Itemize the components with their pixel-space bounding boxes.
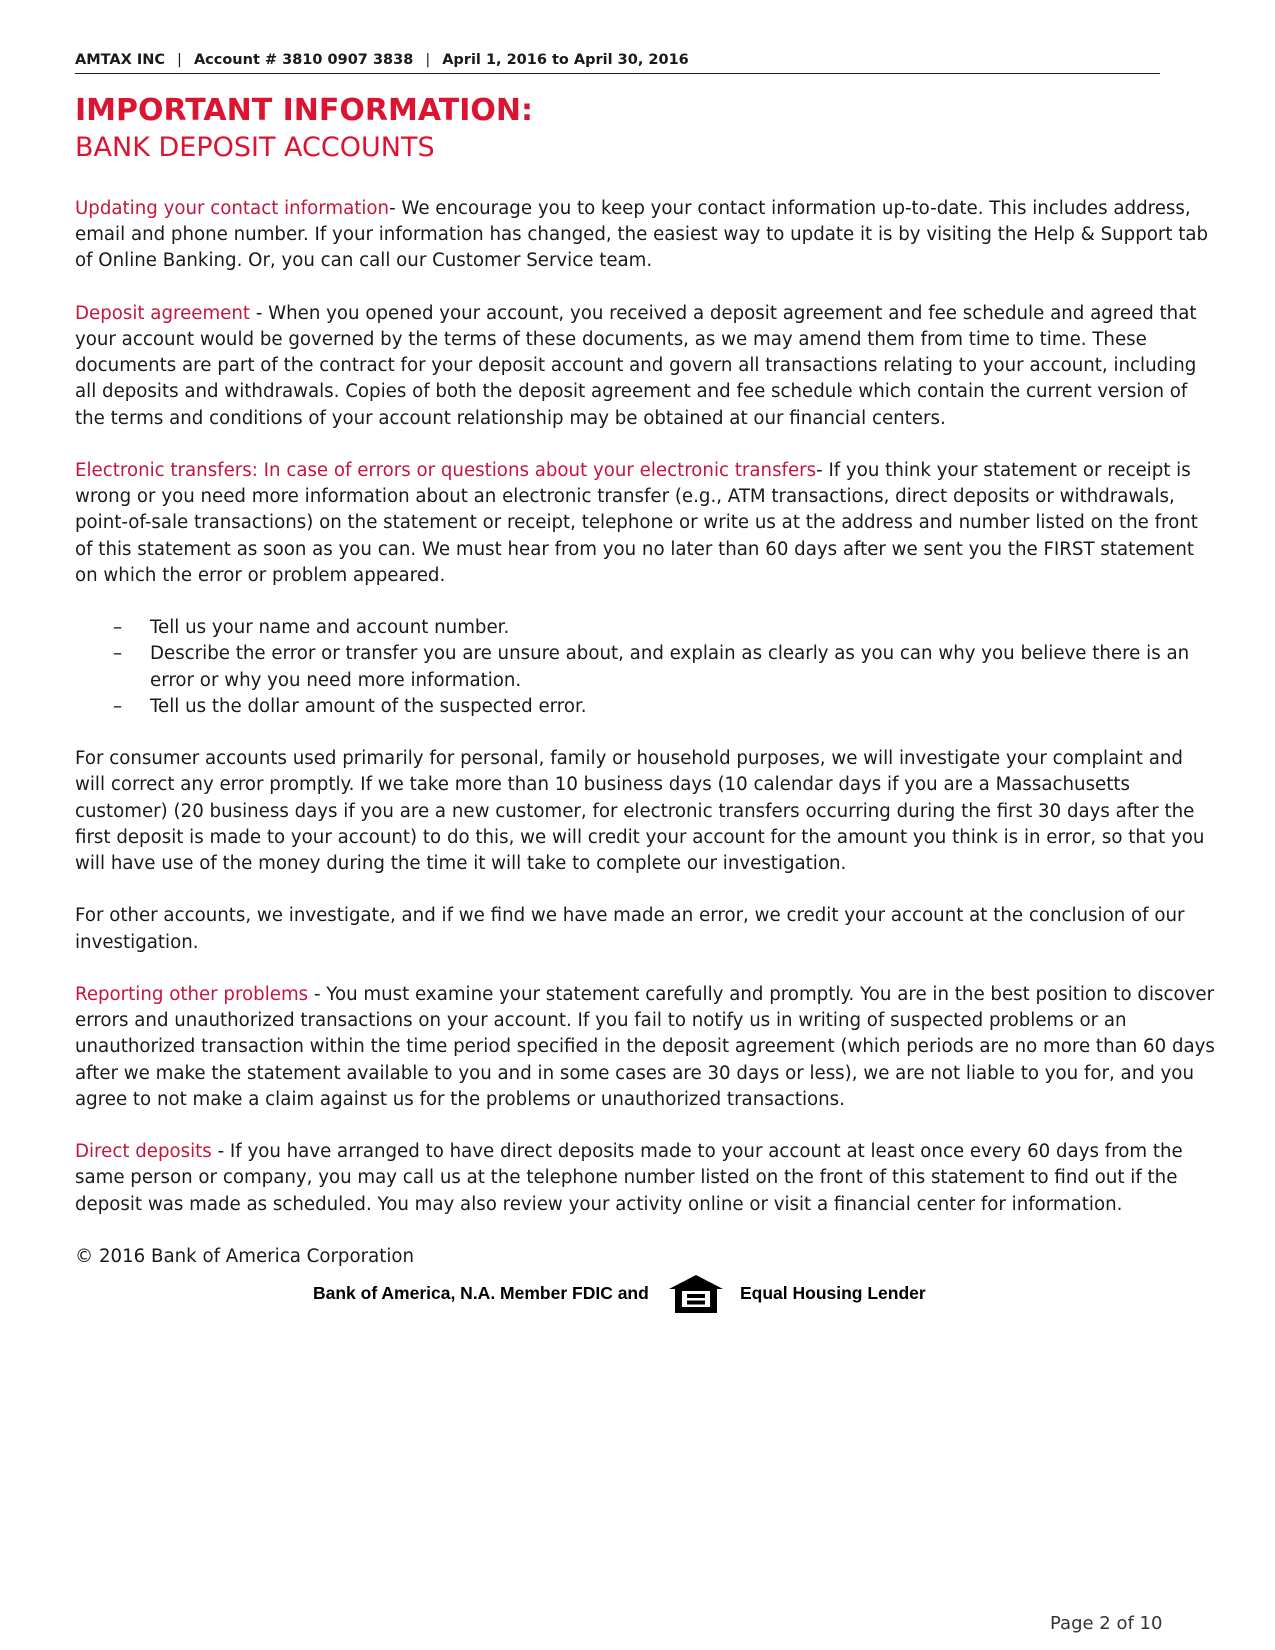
header-separator: |	[425, 52, 431, 68]
list-dash: –	[113, 643, 123, 665]
equal-housing-lender-text: Equal Housing Lender	[740, 1283, 926, 1303]
page-subtitle: BANK DEPOSIT ACCOUNTS	[75, 132, 435, 163]
electronic-transfers-heading: Electronic transfers: In case of errors or questions about your electronic transfers	[75, 460, 817, 481]
deposit-agreement-heading: Deposit agreement	[75, 302, 251, 324]
electronic-transfers-text: - If you think your statement or receipt is wrong or you need more information about an electronic transfer (e.g., ATM transactions, direct deposits or withdrawals, point-of-sale transactions) on the statement or receipt, telephone or write us at the address and number listed on the front of this statement as soon as you can. We must hear from you no later than 60 days after we sent you the FIRST statement on which the error or problem appeared.	[75, 460, 1198, 586]
electronic-transfers-paragraph	[75, 458, 1215, 589]
other-accounts-paragraph: For other accounts, we investigate, and if we find we have made an error, we credit your account at the conclusion of our investigation.	[75, 905, 1185, 953]
copyright-notice: © 2016 Bank of America Corporation	[75, 1246, 415, 1267]
reporting-problems-paragraph	[75, 982, 1215, 1113]
list-dash: –	[113, 695, 123, 717]
reporting-problems-heading: Reporting other problems	[75, 984, 309, 1005]
contact-text: - We encourage you to keep your contact information up-to-date. This includes address, email and phone number. If your information has changed, the easiest way to update it is by visiting the Help & Support tab of Online Banking. Or, you can call our Customer Service team.	[75, 198, 1209, 272]
list-item	[75, 641, 1215, 693]
contact-paragraph	[75, 196, 1215, 275]
equal-housing-lender-icon	[667, 1273, 725, 1315]
direct-deposits-heading: Direct deposits	[75, 1141, 212, 1163]
company-name: AMTAX INC	[75, 52, 166, 68]
information-body	[75, 196, 1215, 1296]
consumer-accounts-paragraph: For consumer accounts used primarily for personal, family or household purposes, we will investigate your complaint and will correct any error promptly. If we take more than 10 business days (10 calendar days if you are a Massachusetts customer) (20 business days if you are a new customer, for electronic transfers occurring during the first 30 days after the first deposit is made to your account) to do this, we will credit your account for the amount you think is in error, so that you will have use of the money during the time it will take to complete our investigation.	[75, 748, 1205, 875]
page-number: Page 2 of 10	[1050, 1613, 1163, 1634]
list-dash: –	[113, 617, 123, 639]
deposit-agreement-paragraph	[75, 301, 1215, 432]
direct-deposits-text: - If you have arranged to have direct deposits made to your account at least once every 60 days from the same person or company, you may call us at the telephone number listed on the front of this statement to find out if the deposit was made as scheduled. You may also review your activity online or visit a financial center for information.	[75, 1141, 1183, 1215]
deposit-agreement-text: - When you opened your account, you received a deposit agreement and fee schedule and agreed that your account would be governed by the terms of these documents, as we may amend them from time to time. These documents are part of the contract for your deposit account and govern all transactions relating to your account, including all deposits and withdrawals. Copies of both the deposit agreement and fee schedule which contain the current version of the terms and conditions of your account relationship may be obtained at our financial centers.	[75, 302, 1197, 429]
fdic-notice	[0, 1273, 1275, 1313]
reporting-problems-text: - You must examine your statement carefully and promptly. You are in the best position to discover errors and unauthorized transactions on your account. If you fail to notify us in writing of suspected problems or an unauthorized transaction within the time period specified in the deposit agreement (which periods are no more than 60 days after we make the statement available to you and in some cases are 30 days or less), we are not liable to you for, and you agree to not make a claim against us for the problems or unauthorized transactions.	[75, 984, 1215, 1110]
fdic-member-text: Bank of America, N.A. Member FDIC and	[313, 1283, 649, 1303]
title-block	[75, 92, 533, 166]
list-item-text: Describe the error or transfer you are unsure about, and explain as clearly as you can why you believe there is an error or why you need more information.	[150, 643, 1190, 691]
statement-header	[75, 52, 1160, 74]
contact-heading: Updating your contact information	[75, 198, 390, 219]
direct-deposits-paragraph	[75, 1139, 1215, 1218]
list-item-text: Tell us your name and account number.	[150, 617, 510, 639]
error-report-list	[75, 615, 1215, 720]
list-item	[75, 694, 1215, 720]
header-separator: |	[177, 52, 182, 68]
page-title: IMPORTANT INFORMATION:	[75, 93, 533, 128]
list-item-text: Tell us the dollar amount of the suspected error.	[150, 695, 587, 717]
account-number: Account # 3810 0907 3838	[193, 52, 414, 68]
statement-period: April 1, 2016 to April 30, 2016	[442, 52, 689, 68]
list-item	[75, 615, 1215, 641]
